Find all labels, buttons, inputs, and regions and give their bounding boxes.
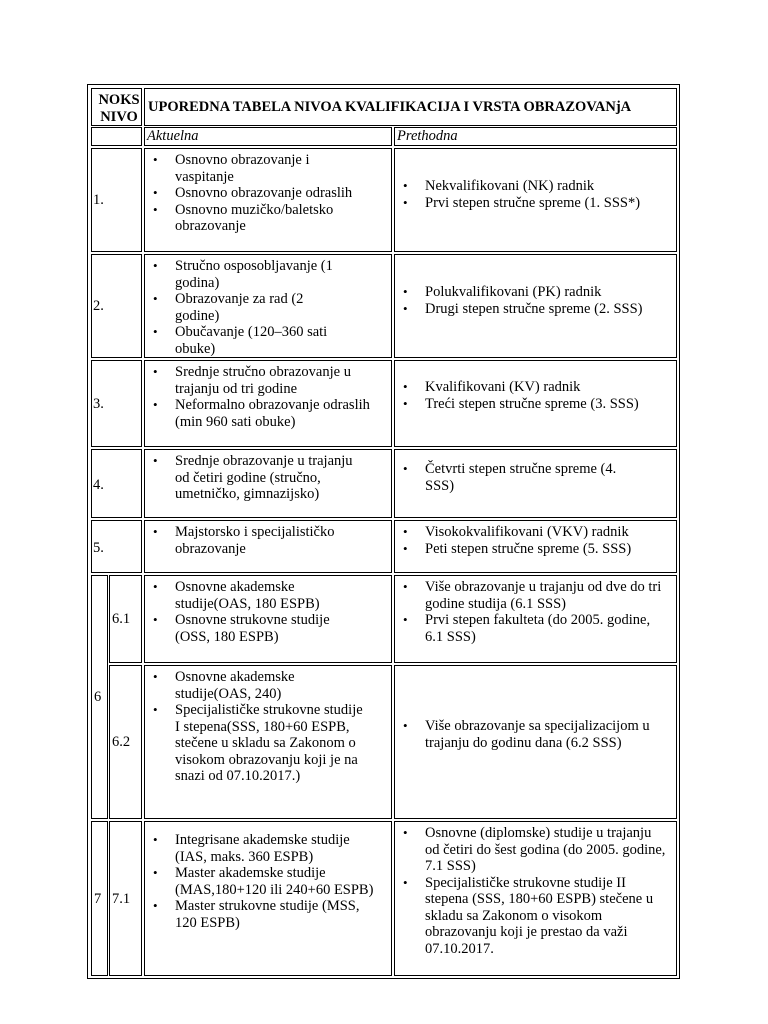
list-item: • Osnovne strukovne studije (OSS, 180 ESPB) bbox=[149, 612, 349, 645]
row5-previous-list bbox=[399, 524, 671, 557]
row2-current-list bbox=[149, 258, 349, 357]
list-item: • Master akademske studije (MAS,180+120 ili 240+60 ESPB) bbox=[149, 865, 374, 898]
row71-previous-list bbox=[399, 825, 669, 957]
header-level-cell bbox=[91, 88, 142, 126]
row2-level: 2. bbox=[93, 298, 104, 314]
row71-current-list bbox=[149, 832, 374, 931]
list-item: • Više obrazovanje sa specijalizacijom u trajanju do godinu dana (6.2 SSS) bbox=[399, 718, 671, 751]
list-item: • Obrazovanje za rad (2 godine) bbox=[149, 291, 349, 324]
list-item: • Specijalističke strukovne studije II stepena (SSS, 180+60 ESPB) stečene u skladu sa Zakonom o visokom obrazovanju koji je prestao da važi 07.10.2017. bbox=[399, 875, 669, 958]
row5-previous-cell bbox=[394, 520, 677, 573]
row4-level: 4. bbox=[93, 477, 104, 493]
list-item: • Prvi stepen fakulteta (do 2005. godine, 6.1 SSS) bbox=[399, 612, 664, 645]
list-item: • Drugi stepen stručne spreme (2. SSS) bbox=[399, 301, 671, 318]
row1-level-cell bbox=[91, 148, 142, 252]
list-item: • Neformalno obrazovanje odraslih (min 960 sati obuke) bbox=[149, 397, 374, 430]
row62-level: 6.2 bbox=[112, 734, 131, 750]
row3-level-cell bbox=[91, 360, 142, 447]
subheader-previous-label: Prethodna bbox=[397, 128, 458, 144]
row5-level-cell bbox=[91, 520, 142, 573]
row3-current-cell bbox=[144, 360, 392, 447]
list-item: • Više obrazovanje u trajanju od dve do tri godine studija (6.1 SSS) bbox=[399, 579, 664, 612]
group6-level-cell bbox=[91, 575, 108, 819]
list-item: • Visokokvalifikovani (VKV) radnik bbox=[399, 524, 671, 541]
row2-level-cell bbox=[91, 254, 142, 358]
row71-level-cell bbox=[109, 821, 142, 976]
row3-level: 3. bbox=[93, 396, 104, 412]
row1-level: 1. bbox=[93, 192, 104, 208]
row61-previous-cell bbox=[394, 575, 677, 663]
subheader-empty-cell bbox=[91, 127, 142, 146]
group7-level: 7 bbox=[94, 891, 102, 907]
list-item: • Osnovno obrazovanje i vaspitanje bbox=[149, 152, 369, 185]
list-item: • Osnovne (diplomske) studije u trajanju od četiri do šest godina (do 2005. godine, 7.1 SSS) bbox=[399, 825, 669, 875]
row4-previous-list bbox=[399, 461, 639, 494]
row5-level: 5. bbox=[93, 540, 104, 556]
row62-current-list bbox=[149, 669, 367, 785]
subheader-previous-cell bbox=[394, 127, 677, 146]
list-item: • Specijalističke strukovne studije I stepena(SSS, 180+60 ESPB, stečene u skladu sa Zakonom o visokom obrazovanju koji je na snazi od 07.10.2017.) bbox=[149, 702, 367, 785]
row2-previous-list bbox=[399, 284, 671, 317]
row61-current-cell bbox=[144, 575, 392, 663]
row2-current-cell bbox=[144, 254, 392, 358]
row4-level-cell bbox=[91, 449, 142, 518]
subheader-current-cell bbox=[144, 127, 392, 146]
list-item: • Peti stepen stručne spreme (5. SSS) bbox=[399, 541, 671, 558]
header-title-cell bbox=[144, 88, 677, 126]
row1-previous-cell bbox=[394, 148, 677, 252]
row3-current-list bbox=[149, 364, 374, 430]
list-item: • Osnovne akademske studije(OAS, 180 ESPB) bbox=[149, 579, 349, 612]
list-item: • Obučavanje (120–360 sati obuke) bbox=[149, 324, 349, 357]
list-item: • Osnovno muzičko/baletsko obrazovanje bbox=[149, 202, 369, 235]
group6-level: 6 bbox=[94, 689, 102, 705]
header-level-line1: NOKS bbox=[98, 92, 140, 108]
row61-previous-list bbox=[399, 579, 664, 645]
list-item: • Majstorsko i specijalističko obrazovanje bbox=[149, 524, 354, 557]
header-level-line2: NIVO bbox=[100, 109, 138, 125]
row1-previous-list bbox=[399, 178, 671, 211]
list-item: • Srednje stručno obrazovanje u trajanju od tri godine bbox=[149, 364, 374, 397]
row4-current-cell bbox=[144, 449, 392, 518]
list-item: • Master strukovne studije (MSS, 120 ESPB) bbox=[149, 898, 374, 931]
list-item: • Treći stepen stručne spreme (3. SSS) bbox=[399, 396, 671, 413]
row62-current-cell bbox=[144, 665, 392, 819]
row1-current-list bbox=[149, 152, 369, 235]
subheader-current-label: Aktuelna bbox=[147, 128, 199, 144]
row61-level-cell bbox=[109, 575, 142, 663]
row1-current-cell bbox=[144, 148, 392, 252]
comparison-table bbox=[87, 84, 680, 979]
row3-previous-list bbox=[399, 379, 671, 412]
list-item: • Polukvalifikovani (PK) radnik bbox=[399, 284, 671, 301]
list-item: • Nekvalifikovani (NK) radnik bbox=[399, 178, 671, 195]
group7-level-cell bbox=[91, 821, 108, 976]
row5-current-cell bbox=[144, 520, 392, 573]
row71-previous-cell bbox=[394, 821, 677, 976]
list-item: • Četvrti stepen stručne spreme (4. SSS) bbox=[399, 461, 639, 494]
row62-level-cell bbox=[109, 665, 142, 819]
list-item: • Stručno osposobljavanje (1 godina) bbox=[149, 258, 349, 291]
row62-previous-cell bbox=[394, 665, 677, 819]
list-item: • Prvi stepen stručne spreme (1. SSS*) bbox=[399, 195, 671, 212]
row3-previous-cell bbox=[394, 360, 677, 447]
list-item: • Kvalifikovani (KV) radnik bbox=[399, 379, 671, 396]
table-title: UPOREDNA TABELA NIVOA KVALIFIKACIJA I VRSTA OBRAZOVANjA bbox=[148, 99, 632, 115]
row71-level: 7.1 bbox=[112, 891, 131, 907]
row62-previous-list bbox=[399, 718, 671, 751]
list-item: • Osnovno obrazovanje odraslih bbox=[149, 185, 369, 202]
row61-level: 6.1 bbox=[112, 611, 131, 627]
row71-current-cell bbox=[144, 821, 392, 976]
list-item: • Osnovne akademske studije(OAS, 240) bbox=[149, 669, 367, 702]
list-item: • Srednje obrazovanje u trajanju od četiri godine (stručno, umetničko, gimnazijsko) bbox=[149, 453, 369, 503]
row61-current-list bbox=[149, 579, 349, 645]
row4-previous-cell bbox=[394, 449, 677, 518]
list-item: • Integrisane akademske studije (IAS, maks. 360 ESPB) bbox=[149, 832, 374, 865]
row2-previous-cell bbox=[394, 254, 677, 358]
row4-current-list bbox=[149, 453, 369, 503]
row5-current-list bbox=[149, 524, 354, 557]
